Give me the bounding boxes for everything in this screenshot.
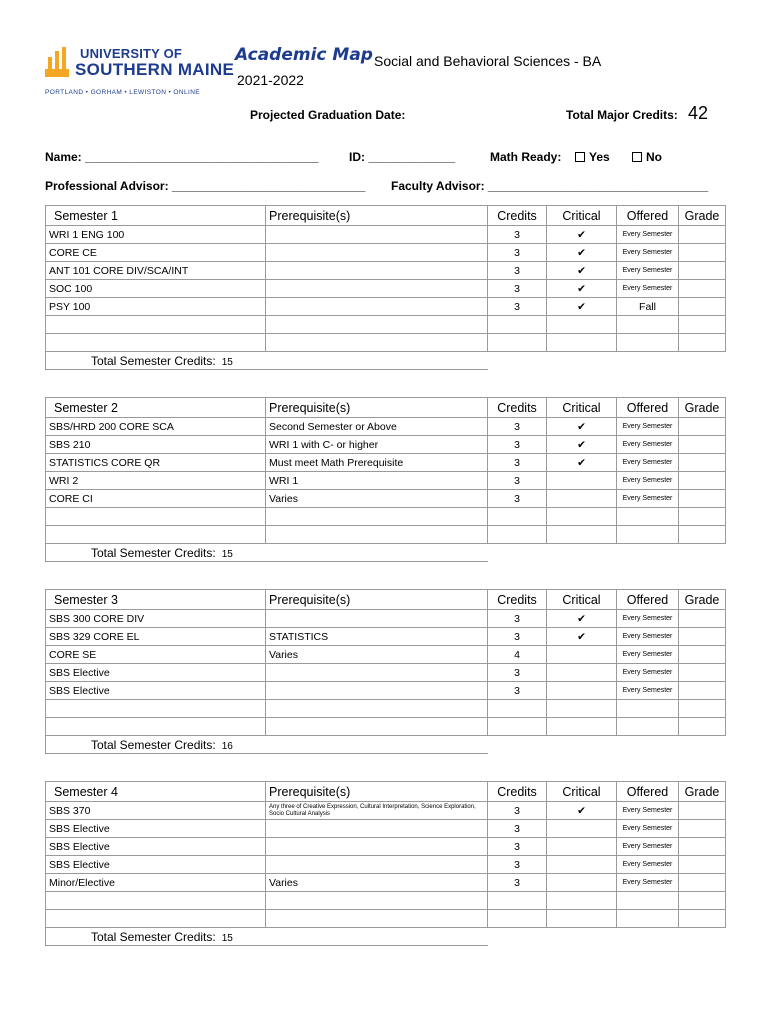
course-name: CORE SE: [46, 646, 266, 664]
grade-cell[interactable]: [679, 838, 726, 856]
course-offered: Every Semester: [617, 874, 679, 892]
blank-row: [46, 526, 726, 544]
course-credits: 3: [488, 280, 547, 298]
critical-check-icon: [547, 856, 617, 874]
course-row: [46, 646, 726, 664]
grade-cell[interactable]: [679, 700, 726, 718]
no-label: No: [646, 150, 662, 164]
course-name: SBS 210: [46, 436, 266, 454]
blank-row: [46, 700, 726, 718]
total-spacer: [488, 352, 726, 370]
course-prereq: Varies: [266, 646, 488, 664]
professional-advisor-field[interactable]: Professional Advisor: _____________________________: [45, 179, 366, 193]
grade-cell[interactable]: [679, 280, 726, 298]
course-name: PSY 100: [46, 298, 266, 316]
course-prereq: Second Semester or Above: [266, 418, 488, 436]
course-row: [46, 682, 726, 700]
grade-cell[interactable]: [679, 910, 726, 928]
course-name: SBS/HRD 200 CORE SCA: [46, 418, 266, 436]
blank-cell: [547, 892, 617, 910]
no-checkbox[interactable]: [632, 152, 642, 162]
blank-cell: [488, 334, 547, 352]
course-offered: Every Semester: [617, 646, 679, 664]
course-name: STATISTICS CORE QR: [46, 454, 266, 472]
blank-cell: [547, 316, 617, 334]
course-name: SBS Elective: [46, 838, 266, 856]
course-offered: Every Semester: [617, 490, 679, 508]
course-offered: Every Semester: [617, 610, 679, 628]
course-row: [46, 874, 726, 892]
course-credits: 3: [488, 856, 547, 874]
credits-header: Credits: [488, 206, 547, 226]
critical-check-icon: [547, 820, 617, 838]
total-cell: [46, 544, 488, 562]
blank-row: [46, 910, 726, 928]
course-row: [46, 472, 726, 490]
course-name: SBS Elective: [46, 682, 266, 700]
blank-cell: [547, 334, 617, 352]
blank-cell: [488, 700, 547, 718]
course-credits: 3: [488, 820, 547, 838]
grade-header: Grade: [679, 782, 726, 802]
total-major-credits-label: Total Major Credits:: [566, 108, 678, 122]
blank-course-cell[interactable]: [46, 508, 266, 526]
course-row: [46, 226, 726, 244]
critical-check-icon: ✔: [547, 628, 617, 646]
total-row: [46, 736, 726, 754]
blank-cell: [266, 718, 488, 736]
logo-university-of: UNIVERSITY OF: [80, 46, 183, 61]
total-label: Total Semester Credits:: [91, 929, 216, 944]
grade-cell[interactable]: [679, 316, 726, 334]
id-field[interactable]: ID: _____________: [349, 150, 456, 164]
blank-course-cell[interactable]: [46, 334, 266, 352]
course-offered: Every Semester: [617, 802, 679, 820]
course-name: SBS 370: [46, 802, 266, 820]
course-credits: 3: [488, 664, 547, 682]
offered-header: Offered: [617, 398, 679, 418]
blank-cell: [617, 718, 679, 736]
semester-table: [45, 205, 726, 370]
course-row: [46, 664, 726, 682]
course-offered: Every Semester: [617, 280, 679, 298]
total-cell: [46, 352, 488, 370]
course-prereq: [266, 610, 488, 628]
logo-southern-maine: SOUTHERN MAINE: [75, 60, 235, 79]
course-prereq: [266, 682, 488, 700]
blank-row: [46, 892, 726, 910]
course-credits: 3: [488, 682, 547, 700]
yes-checkbox[interactable]: [575, 152, 585, 162]
grade-cell[interactable]: [679, 298, 726, 316]
grade-cell[interactable]: [679, 526, 726, 544]
semester-table: [45, 781, 726, 946]
course-offered: Every Semester: [617, 472, 679, 490]
grade-cell[interactable]: [679, 802, 726, 820]
course-prereq: STATISTICS: [266, 628, 488, 646]
semester-name: Semester 1: [46, 206, 266, 226]
total-label: Total Semester Credits:: [91, 737, 216, 752]
math-ready-yes-option[interactable]: [575, 150, 610, 164]
course-credits: 3: [488, 802, 547, 820]
blank-cell: [266, 526, 488, 544]
semester-header-row: [46, 782, 726, 802]
course-prereq: [266, 280, 488, 298]
course-row: [46, 418, 726, 436]
total-cell: [46, 928, 488, 946]
blank-cell: [547, 910, 617, 928]
grade-cell[interactable]: [679, 262, 726, 280]
page-title: Academic Map: [235, 45, 373, 65]
grade-cell[interactable]: [679, 490, 726, 508]
blank-course-cell[interactable]: [46, 718, 266, 736]
blank-cell: [266, 508, 488, 526]
course-row: [46, 436, 726, 454]
prereq-header: Prerequisite(s): [266, 206, 488, 226]
course-prereq: WRI 1 with C- or higher: [266, 436, 488, 454]
blank-cell: [617, 526, 679, 544]
critical-check-icon: ✔: [547, 436, 617, 454]
course-row: [46, 838, 726, 856]
critical-check-icon: ✔: [547, 454, 617, 472]
semester-table: [45, 397, 726, 562]
blank-cell: [266, 700, 488, 718]
grade-cell[interactable]: [679, 436, 726, 454]
course-row: [46, 280, 726, 298]
course-row: [46, 490, 726, 508]
program-name: Social and Behavioral Sciences - BA: [374, 53, 602, 69]
course-name: SBS Elective: [46, 856, 266, 874]
yes-label: Yes: [589, 150, 610, 164]
course-prereq: WRI 1: [266, 472, 488, 490]
blank-cell: [266, 334, 488, 352]
course-prereq: [266, 856, 488, 874]
blank-cell: [488, 910, 547, 928]
projected-graduation-label: Projected Graduation Date:: [250, 108, 406, 122]
course-credits: 3: [488, 838, 547, 856]
blank-cell: [266, 316, 488, 334]
course-credits: 3: [488, 874, 547, 892]
grade-cell[interactable]: [679, 610, 726, 628]
critical-check-icon: ✔: [547, 262, 617, 280]
course-name: WRI 1 ENG 100: [46, 226, 266, 244]
course-row: [46, 856, 726, 874]
course-credits: 3: [488, 454, 547, 472]
critical-header: Critical: [547, 398, 617, 418]
critical-check-icon: [547, 664, 617, 682]
course-offered: Every Semester: [617, 856, 679, 874]
grade-cell[interactable]: [679, 664, 726, 682]
semester-header-row: [46, 590, 726, 610]
course-offered: Every Semester: [617, 664, 679, 682]
course-offered: Every Semester: [617, 244, 679, 262]
critical-check-icon: ✔: [547, 226, 617, 244]
blank-cell: [547, 508, 617, 526]
course-credits: 3: [488, 262, 547, 280]
blank-cell: [617, 700, 679, 718]
course-credits: 3: [488, 298, 547, 316]
blank-course-cell[interactable]: [46, 316, 266, 334]
total-label: Total Semester Credits:: [91, 353, 216, 368]
course-prereq: [266, 244, 488, 262]
grade-cell[interactable]: [679, 472, 726, 490]
blank-cell: [488, 508, 547, 526]
course-prereq: [266, 226, 488, 244]
blank-row: [46, 718, 726, 736]
semester-name: Semester 3: [46, 590, 266, 610]
offered-header: Offered: [617, 590, 679, 610]
academic-year: 2021-2022: [237, 72, 304, 88]
total-cell: [46, 736, 488, 754]
semester-table: [45, 589, 726, 754]
semester-header-row: [46, 398, 726, 418]
course-prereq: [266, 820, 488, 838]
course-name: CORE CE: [46, 244, 266, 262]
critical-check-icon: ✔: [547, 418, 617, 436]
grade-cell[interactable]: [679, 856, 726, 874]
course-offered: Every Semester: [617, 838, 679, 856]
course-credits: 3: [488, 226, 547, 244]
total-row: [46, 352, 726, 370]
total-row: [46, 544, 726, 562]
course-offered: Every Semester: [617, 226, 679, 244]
course-prereq: Any three of Creative Expression, Cultural Interpretation, Science Exploration, Socio Cultural Analysis: [266, 802, 488, 820]
math-ready-label: Math Ready:: [490, 150, 562, 164]
credits-header: Credits: [488, 782, 547, 802]
course-name: SOC 100: [46, 280, 266, 298]
grade-cell[interactable]: [679, 892, 726, 910]
blank-row: [46, 334, 726, 352]
logo-campuses: PORTLAND • GORHAM • LEWISTON • ONLINE: [45, 89, 201, 96]
critical-check-icon: [547, 490, 617, 508]
offered-header: Offered: [617, 206, 679, 226]
grade-cell[interactable]: [679, 508, 726, 526]
course-offered: Every Semester: [617, 820, 679, 838]
course-row: [46, 454, 726, 472]
course-credits: 3: [488, 472, 547, 490]
critical-check-icon: [547, 874, 617, 892]
blank-row: [46, 316, 726, 334]
prereq-header: Prerequisite(s): [266, 398, 488, 418]
course-name: WRI 2: [46, 472, 266, 490]
course-prereq: [266, 298, 488, 316]
blank-cell: [488, 718, 547, 736]
course-offered: Every Semester: [617, 682, 679, 700]
total-label: Total Semester Credits:: [91, 545, 216, 560]
semester-name: Semester 4: [46, 782, 266, 802]
total-spacer: [488, 544, 726, 562]
course-prereq: Varies: [266, 874, 488, 892]
faculty-advisor-field[interactable]: Faculty Advisor: _________________________________: [391, 179, 709, 193]
grade-cell[interactable]: [679, 418, 726, 436]
course-name: CORE CI: [46, 490, 266, 508]
course-offered: Every Semester: [617, 418, 679, 436]
blank-cell: [266, 892, 488, 910]
grade-cell[interactable]: [679, 334, 726, 352]
grade-cell[interactable]: [679, 226, 726, 244]
credits-header: Credits: [488, 398, 547, 418]
grade-cell[interactable]: [679, 646, 726, 664]
course-credits: 3: [488, 418, 547, 436]
blank-cell: [547, 718, 617, 736]
course-prereq: Must meet Math Prerequisite: [266, 454, 488, 472]
course-name: SBS Elective: [46, 664, 266, 682]
course-name: SBS 329 CORE EL: [46, 628, 266, 646]
blank-cell: [617, 334, 679, 352]
blank-course-cell[interactable]: [46, 892, 266, 910]
total-value: 15: [221, 548, 233, 560]
course-credits: 4: [488, 646, 547, 664]
course-offered: Every Semester: [617, 454, 679, 472]
course-row: [46, 802, 726, 820]
credits-header: Credits: [488, 590, 547, 610]
course-row: [46, 298, 726, 316]
course-prereq: Varies: [266, 490, 488, 508]
grade-header: Grade: [679, 590, 726, 610]
blank-row: [46, 508, 726, 526]
blank-cell: [547, 526, 617, 544]
blank-course-cell[interactable]: [46, 910, 266, 928]
course-row: [46, 610, 726, 628]
grade-cell[interactable]: [679, 628, 726, 646]
blank-cell: [266, 910, 488, 928]
critical-header: Critical: [547, 590, 617, 610]
blank-cell: [488, 892, 547, 910]
prereq-header: Prerequisite(s): [266, 782, 488, 802]
total-major-credits-value: 42: [688, 103, 709, 123]
grade-header: Grade: [679, 398, 726, 418]
grade-cell[interactable]: [679, 454, 726, 472]
blank-cell: [617, 316, 679, 334]
critical-check-icon: [547, 682, 617, 700]
blank-cell: [488, 316, 547, 334]
critical-check-icon: ✔: [547, 280, 617, 298]
critical-header: Critical: [547, 206, 617, 226]
course-offered: Every Semester: [617, 436, 679, 454]
semester-name: Semester 2: [46, 398, 266, 418]
course-prereq: [266, 664, 488, 682]
total-value: 15: [221, 356, 233, 368]
course-credits: 3: [488, 490, 547, 508]
grade-cell[interactable]: [679, 718, 726, 736]
critical-header: Critical: [547, 782, 617, 802]
math-ready-no-option[interactable]: [632, 150, 662, 164]
total-value: 15: [221, 932, 233, 944]
blank-course-cell[interactable]: [46, 526, 266, 544]
blank-cell: [547, 700, 617, 718]
blank-course-cell[interactable]: [46, 700, 266, 718]
critical-check-icon: [547, 646, 617, 664]
usm-logo-icon: [45, 47, 69, 77]
course-row: [46, 262, 726, 280]
course-row: [46, 820, 726, 838]
blank-cell: [617, 910, 679, 928]
grade-cell[interactable]: [679, 244, 726, 262]
critical-check-icon: ✔: [547, 610, 617, 628]
course-name: SBS 300 CORE DIV: [46, 610, 266, 628]
total-spacer: [488, 736, 726, 754]
course-credits: 3: [488, 610, 547, 628]
total-value: 16: [221, 740, 233, 752]
name-field[interactable]: Name: ___________________________________: [45, 150, 319, 164]
offered-header: Offered: [617, 782, 679, 802]
course-offered: Every Semester: [617, 262, 679, 280]
grade-cell[interactable]: [679, 874, 726, 892]
course-row: [46, 244, 726, 262]
course-offered: Every Semester: [617, 628, 679, 646]
blank-cell: [488, 526, 547, 544]
critical-check-icon: [547, 838, 617, 856]
course-offered: Fall: [617, 298, 679, 316]
course-credits: 3: [488, 436, 547, 454]
total-row: [46, 928, 726, 946]
critical-check-icon: ✔: [547, 298, 617, 316]
course-credits: 3: [488, 628, 547, 646]
course-name: SBS Elective: [46, 820, 266, 838]
grade-header: Grade: [679, 206, 726, 226]
critical-check-icon: [547, 472, 617, 490]
course-prereq: [266, 838, 488, 856]
course-row: [46, 628, 726, 646]
grade-cell[interactable]: [679, 682, 726, 700]
blank-cell: [617, 508, 679, 526]
critical-check-icon: ✔: [547, 802, 617, 820]
course-credits: 3: [488, 244, 547, 262]
course-name: Minor/Elective: [46, 874, 266, 892]
grade-cell[interactable]: [679, 820, 726, 838]
course-name: ANT 101 CORE DIV/SCA/INT: [46, 262, 266, 280]
total-spacer: [488, 928, 726, 946]
semester-header-row: [46, 206, 726, 226]
prereq-header: Prerequisite(s): [266, 590, 488, 610]
critical-check-icon: ✔: [547, 244, 617, 262]
blank-cell: [617, 892, 679, 910]
course-prereq: [266, 262, 488, 280]
